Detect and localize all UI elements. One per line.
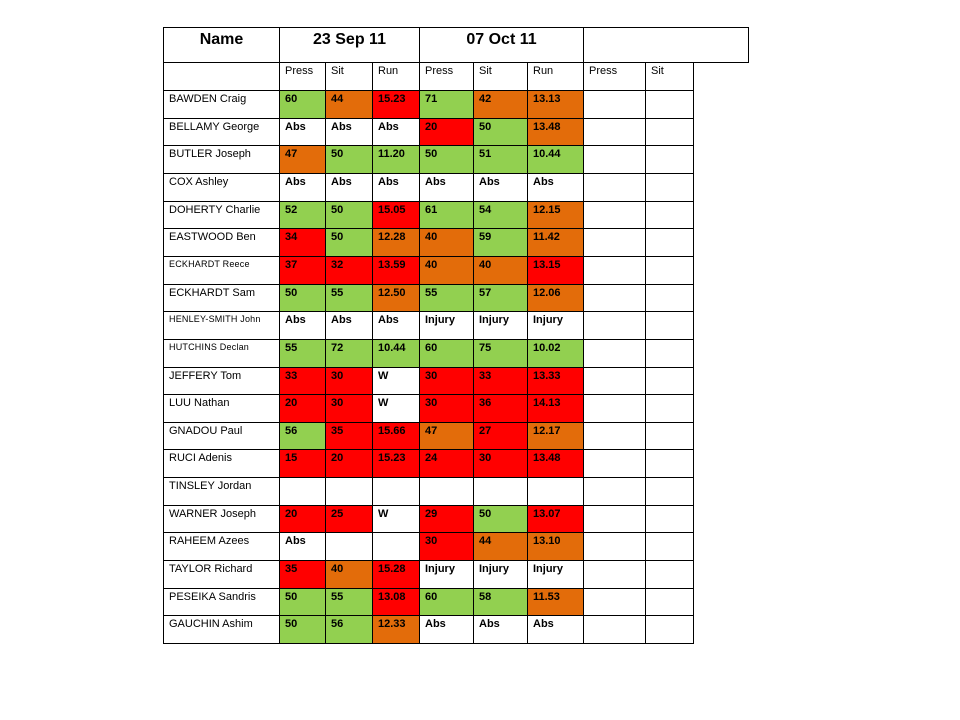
athlete-name: GNADOU Paul xyxy=(163,422,280,450)
score-cell xyxy=(645,173,694,202)
score-cell: 13.48 xyxy=(527,118,584,146)
score-cell: 58 xyxy=(473,588,528,616)
score-cell: 40 xyxy=(419,228,474,257)
score-cell: 50 xyxy=(419,145,474,174)
score-cell: 50 xyxy=(279,284,326,312)
score-cell: 50 xyxy=(325,201,373,229)
score-cell: 15 xyxy=(279,449,326,478)
score-cell xyxy=(583,422,646,450)
athlete-name: DOHERTY Charlie xyxy=(163,201,280,229)
score-cell: 15.05 xyxy=(372,201,420,229)
athlete-name: GAUCHIN Ashim xyxy=(163,615,280,644)
subheader-press: Press xyxy=(419,62,474,91)
score-cell xyxy=(645,615,694,644)
score-cell xyxy=(645,449,694,478)
score-cell xyxy=(372,532,420,561)
score-cell: 33 xyxy=(279,367,326,395)
score-cell: 55 xyxy=(279,339,326,368)
score-cell xyxy=(325,532,373,561)
athlete-name: COX Ashley xyxy=(163,173,280,202)
score-cell: 56 xyxy=(279,422,326,450)
score-cell: Abs xyxy=(279,118,326,146)
score-cell: Abs xyxy=(527,173,584,202)
score-cell: Injury xyxy=(473,560,528,589)
header-date-1: 23 Sep 11 xyxy=(279,27,420,63)
score-cell xyxy=(645,560,694,589)
score-cell: 15.23 xyxy=(372,90,420,119)
score-cell: Injury xyxy=(419,311,474,340)
score-cell: Abs xyxy=(279,311,326,340)
score-cell: 15.28 xyxy=(372,560,420,589)
score-cell: Injury xyxy=(527,560,584,589)
score-cell xyxy=(372,477,420,506)
score-cell xyxy=(583,560,646,589)
score-cell: 60 xyxy=(419,339,474,368)
score-cell: 32 xyxy=(325,256,373,285)
score-cell xyxy=(645,145,694,174)
athlete-name: ECKHARDT Sam xyxy=(163,284,280,312)
score-cell xyxy=(583,228,646,257)
score-cell: 37 xyxy=(279,256,326,285)
score-cell xyxy=(583,505,646,533)
score-cell xyxy=(583,145,646,174)
athlete-name: JEFFERY Tom xyxy=(163,367,280,395)
athlete-name: HENLEY-SMITH John xyxy=(163,311,280,340)
athlete-name: PESEIKA Sandris xyxy=(163,588,280,616)
score-cell: W xyxy=(372,505,420,533)
score-cell xyxy=(645,422,694,450)
score-cell xyxy=(583,477,646,506)
score-cell: 30 xyxy=(325,367,373,395)
score-cell: 34 xyxy=(279,228,326,257)
score-cell: Abs xyxy=(372,173,420,202)
score-cell: 24 xyxy=(419,449,474,478)
score-cell: 60 xyxy=(419,588,474,616)
athlete-name: RUCI Adenis xyxy=(163,449,280,478)
score-cell xyxy=(645,477,694,506)
score-cell xyxy=(279,477,326,506)
score-cell: 30 xyxy=(473,449,528,478)
score-cell: 12.50 xyxy=(372,284,420,312)
score-cell xyxy=(527,477,584,506)
score-cell: 60 xyxy=(279,90,326,119)
score-cell: W xyxy=(372,394,420,423)
athlete-name: LUU Nathan xyxy=(163,394,280,423)
score-cell: 35 xyxy=(325,422,373,450)
score-cell: 11.53 xyxy=(527,588,584,616)
score-cell: 20 xyxy=(419,118,474,146)
score-cell: 30 xyxy=(419,367,474,395)
score-cell xyxy=(645,284,694,312)
score-cell: Abs xyxy=(325,118,373,146)
score-cell: 52 xyxy=(279,201,326,229)
score-cell xyxy=(583,284,646,312)
score-cell: 51 xyxy=(473,145,528,174)
score-cell: Injury xyxy=(473,311,528,340)
score-cell: 44 xyxy=(473,532,528,561)
score-cell: Abs xyxy=(473,173,528,202)
score-cell: 14.13 xyxy=(527,394,584,423)
score-cell: 47 xyxy=(279,145,326,174)
score-cell: Injury xyxy=(419,560,474,589)
athlete-name: HUTCHINS Declan xyxy=(163,339,280,368)
score-cell: 12.06 xyxy=(527,284,584,312)
score-cell xyxy=(583,311,646,340)
subheader-run: Run xyxy=(372,62,420,91)
score-cell xyxy=(645,339,694,368)
score-cell: 15.66 xyxy=(372,422,420,450)
score-cell xyxy=(645,367,694,395)
score-cell: 10.44 xyxy=(372,339,420,368)
score-cell: 50 xyxy=(473,505,528,533)
score-cell xyxy=(645,532,694,561)
athlete-name: BAWDEN Craig xyxy=(163,90,280,119)
score-cell xyxy=(583,367,646,395)
score-cell: Abs xyxy=(279,173,326,202)
score-cell xyxy=(583,394,646,423)
score-cell: 61 xyxy=(419,201,474,229)
score-cell: Abs xyxy=(372,118,420,146)
score-cell xyxy=(645,118,694,146)
score-cell: 40 xyxy=(325,560,373,589)
subheader-run: Run xyxy=(527,62,584,91)
score-cell: 11.20 xyxy=(372,145,420,174)
score-cell xyxy=(645,256,694,285)
score-cell xyxy=(583,173,646,202)
score-cell: Abs xyxy=(325,311,373,340)
score-cell: 30 xyxy=(325,394,373,423)
score-cell: 12.15 xyxy=(527,201,584,229)
score-cell: 30 xyxy=(419,394,474,423)
score-cell xyxy=(583,339,646,368)
subheader-press: Press xyxy=(583,62,646,91)
score-cell: 12.33 xyxy=(372,615,420,644)
score-cell: 55 xyxy=(325,588,373,616)
score-cell xyxy=(583,256,646,285)
score-cell: 13.10 xyxy=(527,532,584,561)
score-cell xyxy=(583,532,646,561)
score-cell: Abs xyxy=(372,311,420,340)
athlete-name: TAYLOR Richard xyxy=(163,560,280,589)
score-cell: 13.33 xyxy=(527,367,584,395)
score-cell: 13.07 xyxy=(527,505,584,533)
score-cell: 57 xyxy=(473,284,528,312)
score-cell: Abs xyxy=(419,173,474,202)
score-cell xyxy=(583,90,646,119)
score-cell xyxy=(645,228,694,257)
score-cell: 35 xyxy=(279,560,326,589)
subheader-sit: Sit xyxy=(473,62,528,91)
score-cell xyxy=(583,588,646,616)
score-cell: Injury xyxy=(527,311,584,340)
score-cell xyxy=(583,118,646,146)
score-cell: 13.08 xyxy=(372,588,420,616)
score-cell xyxy=(325,477,373,506)
score-cell: 13.48 xyxy=(527,449,584,478)
score-cell: Abs xyxy=(473,615,528,644)
subheader-sit: Sit xyxy=(325,62,373,91)
score-cell: 50 xyxy=(279,615,326,644)
score-cell xyxy=(645,394,694,423)
score-cell xyxy=(583,615,646,644)
score-cell xyxy=(645,90,694,119)
score-cell: 42 xyxy=(473,90,528,119)
score-cell: 50 xyxy=(325,228,373,257)
score-cell: 47 xyxy=(419,422,474,450)
score-cell: 12.17 xyxy=(527,422,584,450)
score-cell: Abs xyxy=(527,615,584,644)
score-cell: 27 xyxy=(473,422,528,450)
score-cell: 50 xyxy=(279,588,326,616)
header-date-2: 07 Oct 11 xyxy=(419,27,584,63)
score-cell: 13.59 xyxy=(372,256,420,285)
score-cell xyxy=(645,311,694,340)
score-cell: 50 xyxy=(473,118,528,146)
score-cell: 10.44 xyxy=(527,145,584,174)
score-cell: 59 xyxy=(473,228,528,257)
score-cell xyxy=(473,477,528,506)
athlete-name: BUTLER Joseph xyxy=(163,145,280,174)
score-cell: 12.28 xyxy=(372,228,420,257)
subheader-blank xyxy=(163,62,280,91)
athlete-name: WARNER Joseph xyxy=(163,505,280,533)
score-cell: 55 xyxy=(419,284,474,312)
score-cell xyxy=(419,477,474,506)
score-cell: 40 xyxy=(419,256,474,285)
score-cell xyxy=(583,449,646,478)
subheader-sit: Sit xyxy=(645,62,694,91)
score-cell xyxy=(583,201,646,229)
score-cell: 71 xyxy=(419,90,474,119)
athlete-name: BELLAMY George xyxy=(163,118,280,146)
athlete-name: EASTWOOD Ben xyxy=(163,228,280,257)
score-cell xyxy=(645,588,694,616)
score-cell: 20 xyxy=(279,394,326,423)
header-date-3 xyxy=(583,27,749,63)
score-cell: 33 xyxy=(473,367,528,395)
score-cell: 13.15 xyxy=(527,256,584,285)
score-cell: 20 xyxy=(325,449,373,478)
score-cell: W xyxy=(372,367,420,395)
score-cell: Abs xyxy=(419,615,474,644)
score-cell: 40 xyxy=(473,256,528,285)
score-cell: 56 xyxy=(325,615,373,644)
score-cell: 29 xyxy=(419,505,474,533)
score-cell: 55 xyxy=(325,284,373,312)
score-cell: 10.02 xyxy=(527,339,584,368)
score-cell: 13.13 xyxy=(527,90,584,119)
score-cell: 44 xyxy=(325,90,373,119)
score-cell: 75 xyxy=(473,339,528,368)
score-cell: 15.23 xyxy=(372,449,420,478)
score-cell: 36 xyxy=(473,394,528,423)
athlete-name: RAHEEM Azees xyxy=(163,532,280,561)
score-cell: Abs xyxy=(279,532,326,561)
score-cell: Abs xyxy=(325,173,373,202)
header-name: Name xyxy=(163,27,280,63)
score-cell xyxy=(645,201,694,229)
score-cell: 11.42 xyxy=(527,228,584,257)
score-cell xyxy=(645,505,694,533)
score-cell: 50 xyxy=(325,145,373,174)
score-cell: 25 xyxy=(325,505,373,533)
score-cell: 30 xyxy=(419,532,474,561)
athlete-name: ECKHARDT Reece xyxy=(163,256,280,285)
score-cell: 72 xyxy=(325,339,373,368)
subheader-press: Press xyxy=(279,62,326,91)
score-cell: 54 xyxy=(473,201,528,229)
score-cell: 20 xyxy=(279,505,326,533)
athlete-name: TINSLEY Jordan xyxy=(163,477,280,506)
